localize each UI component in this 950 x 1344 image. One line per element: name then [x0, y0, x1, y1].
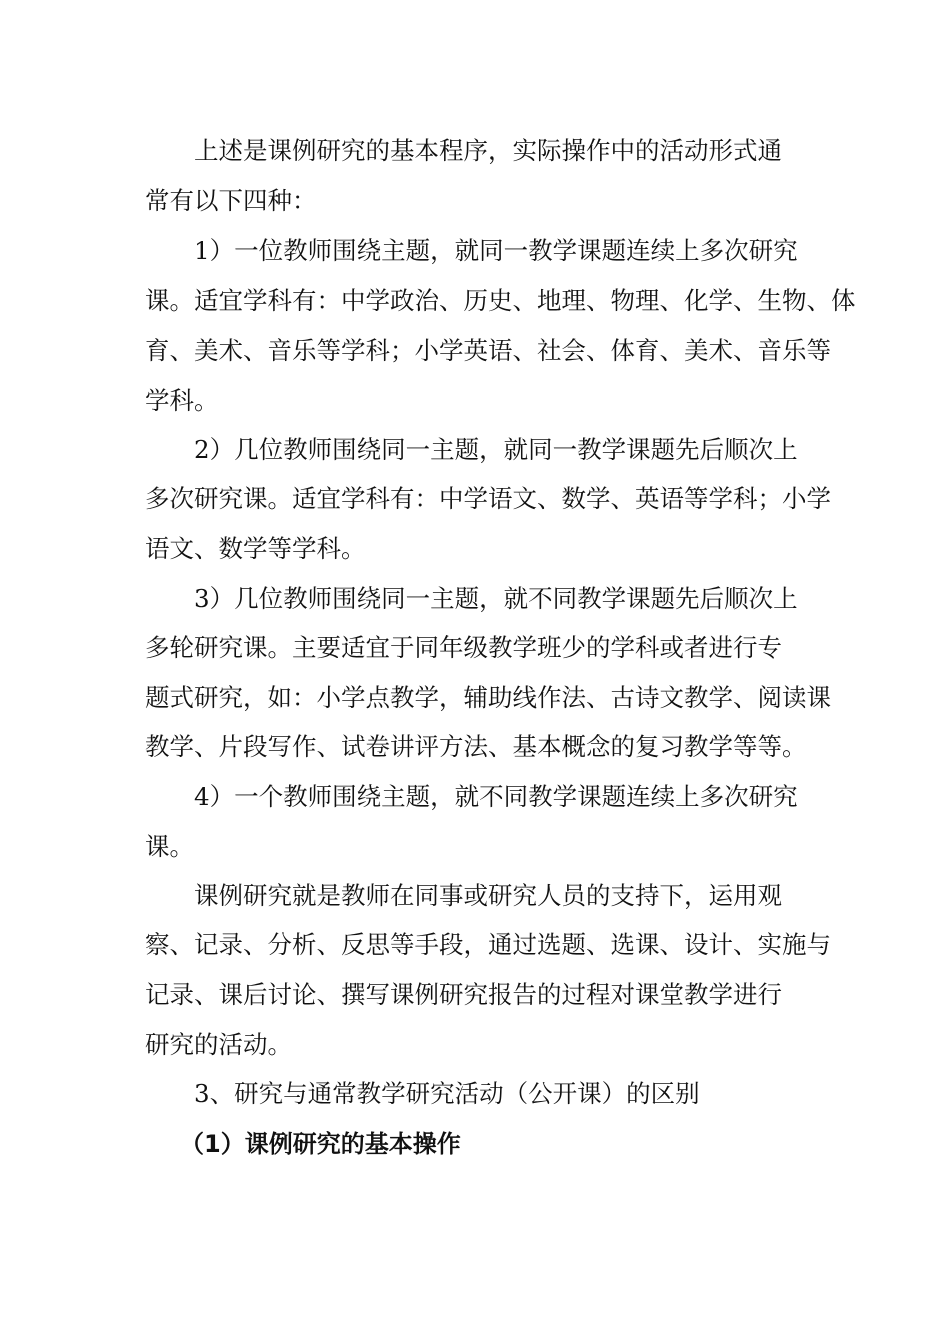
paragraph-line: 教学、片段写作、试卷讲评方法、基本概念的复习教学等等。 [145, 732, 807, 761]
paragraph-line: 2）几位教师围绕同一主题，就同一教学课题先后顺次上 [194, 435, 798, 464]
paragraph-line: 研究的活动。 [145, 1030, 292, 1059]
paragraph-line: 察、记录、分析、反思等手段，通过选题、选课、设计、实施与 [145, 930, 831, 959]
paragraph-line: 语文、数学等学科。 [145, 534, 366, 563]
paragraph-line: 学科。 [145, 386, 219, 415]
paragraph-line: 课。 [145, 832, 194, 861]
paragraph-line: 3）几位教师围绕同一主题，就不同教学课题先后顺次上 [194, 584, 798, 613]
paragraph-line: 多轮研究课。主要适宜于同年级教学班少的学科或者进行专 [145, 633, 782, 662]
paragraph-line: 多次研究课。适宜学科有：中学语文、数学、英语等学科；小学 [145, 484, 831, 513]
paragraph-line: 1）一位教师围绕主题，就同一教学课题连续上多次研究 [194, 236, 798, 265]
paragraph-line: 课。适宜学科有：中学政治、历史、地理、物理、化学、生物、体 [145, 286, 856, 315]
paragraph-line: 题式研究，如：小学点教学，辅助线作法、古诗文教学、阅读课 [145, 683, 831, 712]
paragraph-line: 记录、课后讨论、撰写课例研究报告的过程对课堂教学进行 [145, 980, 782, 1009]
paragraph-line: 3、研究与通常教学研究活动（公开课）的区别 [194, 1079, 700, 1108]
paragraph-line: 常有以下四种： [145, 186, 317, 215]
paragraph-line: 课例研究就是教师在同事或研究人员的支持下，运用观 [194, 881, 782, 910]
paragraph-line: 上述是课例研究的基本程序，实际操作中的活动形式通 [194, 136, 782, 165]
paragraph-line: 4）一个教师围绕主题，就不同教学课题连续上多次研究 [194, 782, 798, 811]
paragraph-line: 育、美术、音乐等学科；小学英语、社会、体育、美术、音乐等 [145, 336, 831, 365]
section-heading: （1）课例研究的基本操作 [180, 1130, 461, 1158]
